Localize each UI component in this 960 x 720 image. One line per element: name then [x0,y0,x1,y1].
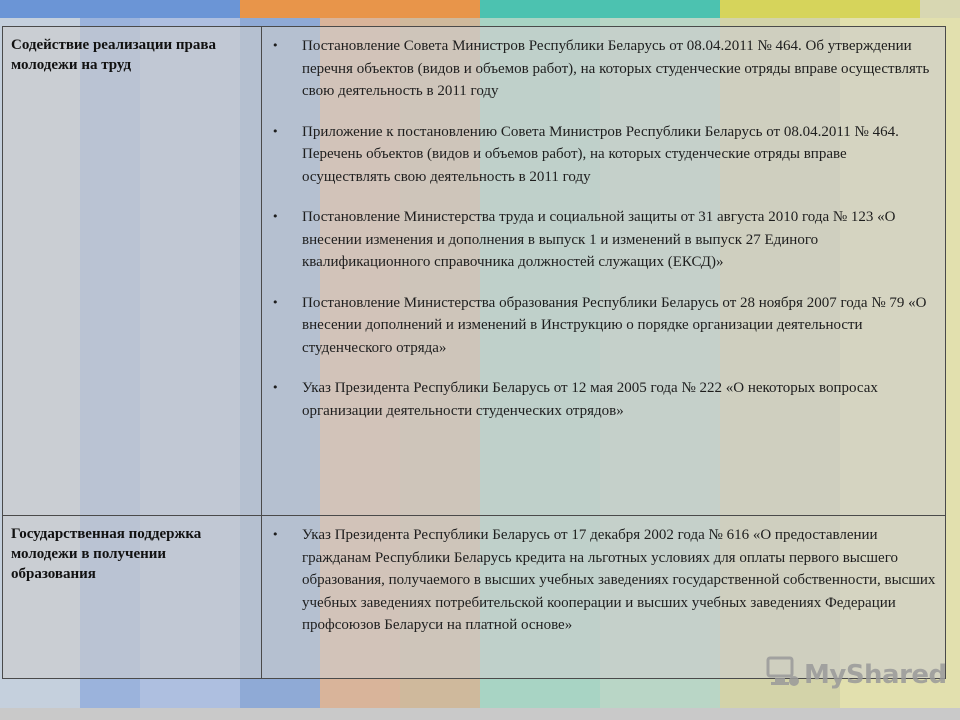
top-bar-pale [920,0,960,18]
document-text: Постановление Министерства образования Республики Беларусь от 28 ноября 2007 года № 79 «О внесении дополнений и изменений в Инструкцию о порядке организации деятельности студенческого отряда» [302,294,927,356]
topic-cell [3,27,262,516]
top-bar-teal [480,0,720,18]
topic-label: Государственная поддержка молодежи в получении образования [11,526,202,582]
top-color-bar [0,0,960,18]
document-text: Постановление Совета Министров Республики Беларусь от 08.04.2011 № 464. Об утверждении перечня объектов (видов и объемов работ), на которых студенческие отряды вправе осуществлять свою деятельность в 2011 году [302,38,930,99]
topic-cell [3,516,262,679]
bullet-icon: • [272,295,279,309]
myshared-logo-icon [766,656,800,693]
top-bar-yellow [720,0,920,18]
document-list [272,35,937,422]
list-item [272,121,937,189]
list-item [272,35,937,103]
list-item [272,524,937,637]
bottom-bar [0,708,960,720]
bullet-icon: • [272,381,279,394]
document-list [272,524,937,637]
documents-cell [262,27,946,516]
top-bar-orange [240,0,480,18]
myshared-watermark [766,656,947,693]
list-item [272,292,937,360]
bullet-icon: • [272,39,279,52]
bullet-icon: • [272,210,279,223]
list-item [272,377,937,422]
document-text: Указ Президента Республики Беларусь от 12 мая 2005 года № 222 «О некоторых вопросах организации деятельности студенческих отрядов» [302,380,878,419]
documents-cell [262,516,946,679]
document-text: Приложение к постановлению Совета Министров Республики Беларусь от 08.04.2011 № 464. Перечень объектов (видов и объемов работ), на которых студенческие отряды вправе осуществлять свою деятельность в 2011 году [302,123,899,185]
table-row [3,27,946,516]
legislation-table [2,26,946,679]
bullet-icon: • [272,528,279,541]
bullet-icon: • [272,124,279,138]
document-text: Указ Президента Республики Беларусь от 17 декабря 2002 года № 616 «О предоставлении гражданам Республики Беларусь кредита на льготных условиях для оплаты первого высшего образования, получаемого в высших учебных заведениях государственной собственности, высших учебных заведениях потребительской кооперации и высших учебных заведениях Федерации профсоюзов Беларуси на платной основе» [302,527,936,633]
watermark-text: MyShared [804,659,947,690]
topic-label: Содействие реализации права молодежи на труд [11,37,216,73]
table-row [3,516,946,679]
top-bar-blue [0,0,240,18]
document-text: Постановление Министерства труда и социальной защиты от 31 августа 2010 года № 123 «О внесении изменения и дополнения в выпуск 1 и изменений в выпуск 27 Единого квалификационного справочника должностей служащих (ЕКСД)» [302,209,896,270]
list-item [272,206,937,274]
